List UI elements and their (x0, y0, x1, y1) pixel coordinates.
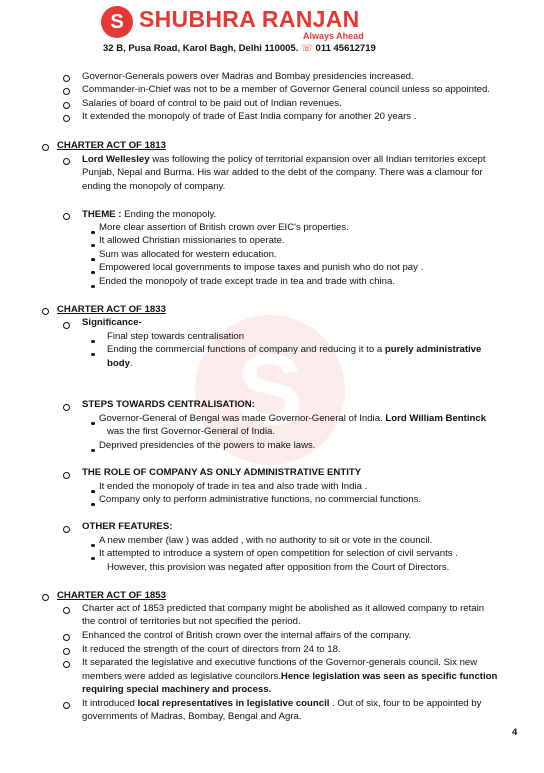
list-item: It reduced the strength of the court of directors from 24 to 18. (82, 644, 341, 655)
paragraph-1813 (82, 153, 522, 166)
ring-bullet-icon (63, 470, 70, 483)
ring-bullet-icon (63, 632, 70, 645)
dot-bullet-icon (91, 225, 95, 238)
paragraph-line: ending the monopoly of company. (82, 181, 226, 192)
list-text: members were added as legislative councilors. (82, 671, 281, 682)
ring-bullet-icon (63, 700, 70, 713)
list-item: Charter act of 1853 predicted that company might be abolished as it allowed company to retain (82, 603, 485, 614)
phone-icon: ☏ (301, 43, 313, 54)
list-item-continued: was the first Governor-General of India. (107, 426, 275, 437)
address-text: 32 B, Pusa Road, Karol Bagh, Delhi 110005. (103, 43, 299, 54)
phone-number: 011 45612719 (315, 43, 376, 54)
list-text: Governor-General of Bengal was made Governor-General of India. (99, 413, 386, 424)
list-item: Company only to perform administrative functions, no commercial functions. (99, 494, 422, 505)
list-item: Salaries of board of control to be paid out of Indian revenues. (82, 98, 342, 109)
brand-name: SHUBHRA RANJAN (139, 6, 360, 32)
dot-bullet-icon (91, 416, 95, 429)
ring-bullet-icon (63, 211, 70, 224)
subheading: STEPS TOWARDS CENTRALISATION: (82, 399, 255, 410)
theme-text: Ending the monopoly. (121, 209, 217, 220)
significance-label: Significance- (82, 317, 142, 328)
ring-bullet-icon (63, 524, 70, 537)
ring-bullet-icon (63, 605, 70, 618)
list-item: Final step towards centralisation (107, 331, 245, 342)
bold-text: body (107, 358, 130, 369)
list-item-continued (107, 357, 517, 370)
ring-bullet-icon (42, 592, 49, 605)
list-item-continued: the control of territories but not specified the period. (82, 616, 301, 627)
dot-bullet-icon (91, 238, 95, 251)
list-item (99, 412, 524, 425)
ring-bullet-icon (63, 156, 70, 169)
list-item (107, 343, 517, 356)
page-number: 4 (512, 727, 518, 738)
bold-text: Lord Wellesley (82, 154, 150, 165)
bold-text: Hence legislation was seen as specific function (280, 671, 498, 682)
dot-bullet-icon (91, 484, 95, 497)
list-item-continued: governments of Madras, Bombay, Bengal and Agra. (82, 711, 302, 722)
page-header (0, 0, 544, 56)
list-item: Governor-Generals powers over Madras and Bombay presidencies increased. (82, 71, 414, 82)
brand-logo: S (101, 6, 133, 38)
paragraph-line: Punjab, Nepal and Burma. His war added to the debt of the company. There was a clamour for (82, 167, 483, 178)
list-text: . Out of six, four to be appointed by (329, 698, 482, 709)
ring-bullet-icon (63, 659, 70, 672)
dot-bullet-icon (91, 347, 95, 360)
ring-bullet-icon (63, 402, 70, 415)
list-item: It separated the legislative and executive functions of the Governor-generals council. Six new (82, 657, 478, 668)
list-item: It allowed Christian missionaries to operate. (99, 235, 285, 246)
list-item: It attempted to introduce a system of open competition for selection of civil servants . (99, 548, 458, 559)
dot-bullet-icon (91, 252, 95, 265)
ring-bullet-icon (63, 113, 70, 126)
list-item: Enhanced the control of British crown over the internal affairs of the company. (82, 630, 412, 641)
dot-bullet-icon (91, 265, 95, 278)
list-item: Ended the monopoly of trade except trade in tea and trade with china. (99, 276, 396, 287)
list-text: It introduced (82, 698, 138, 709)
list-text: . (129, 358, 133, 369)
paragraph-text: was following the policy of territorial expansion over all Indian territories except (149, 154, 486, 165)
ring-bullet-icon (42, 306, 49, 319)
dot-bullet-icon (91, 538, 95, 551)
list-item: More clear assertion of British crown over EIC's properties. (99, 222, 349, 233)
list-item-continued (82, 670, 522, 683)
bold-text: Lord William Bentinck (385, 413, 487, 424)
list-item: Deprived presidencies of the powers to make laws. (99, 440, 316, 451)
section-heading-1813: CHARTER ACT OF 1813 (57, 140, 166, 151)
subheading: OTHER FEATURES: (82, 521, 173, 532)
subheading: THE ROLE OF COMPANY AS ONLY ADMINISTRATIVE ENTITY (82, 467, 362, 478)
ring-bullet-icon (63, 73, 70, 86)
dot-bullet-icon (91, 551, 95, 564)
list-item: It extended the monopoly of trade of East India company for another 20 years . (82, 111, 417, 122)
dot-bullet-icon (91, 443, 95, 456)
bold-text: purely administrative (384, 344, 482, 355)
ring-bullet-icon (42, 142, 49, 155)
list-item: Sum was allocated for western education. (99, 249, 277, 260)
list-item-continued: However, this provision was negated after opposition from the Court of Directors. (107, 562, 450, 573)
dot-bullet-icon (91, 334, 95, 347)
brand-tagline: Always Ahead (303, 31, 364, 41)
ring-bullet-icon (63, 86, 70, 99)
bold-text: local representatives in legislative council (137, 698, 330, 709)
list-text: Ending the commercial functions of company and reducing it to a (107, 344, 385, 355)
ring-bullet-icon (63, 646, 70, 659)
dot-bullet-icon (91, 279, 95, 292)
list-item: A new member (law ) was added , with no authority to sit or vote in the council. (99, 535, 433, 546)
header-address (103, 43, 376, 54)
theme-label: THEME : (82, 209, 122, 220)
section-heading-1853: CHARTER ACT OF 1853 (57, 590, 166, 601)
dot-bullet-icon (91, 497, 95, 510)
list-item: Empowered local governments to impose taxes and punish who do not pay . (99, 262, 424, 273)
list-item: Commander-in-Chief was not to be a member of Governor General council unless so appointed. (82, 84, 490, 95)
theme-line (82, 208, 522, 221)
ring-bullet-icon (63, 320, 70, 333)
list-item-continued: requiring special machinery and process. (82, 684, 272, 695)
watermark-logo: S (195, 315, 345, 465)
ring-bullet-icon (63, 100, 70, 113)
list-item: It ended the monopoly of trade in tea and also trade with India . (99, 481, 368, 492)
list-item (82, 697, 522, 710)
section-heading-1833: CHARTER ACT OF 1833 (57, 304, 166, 315)
